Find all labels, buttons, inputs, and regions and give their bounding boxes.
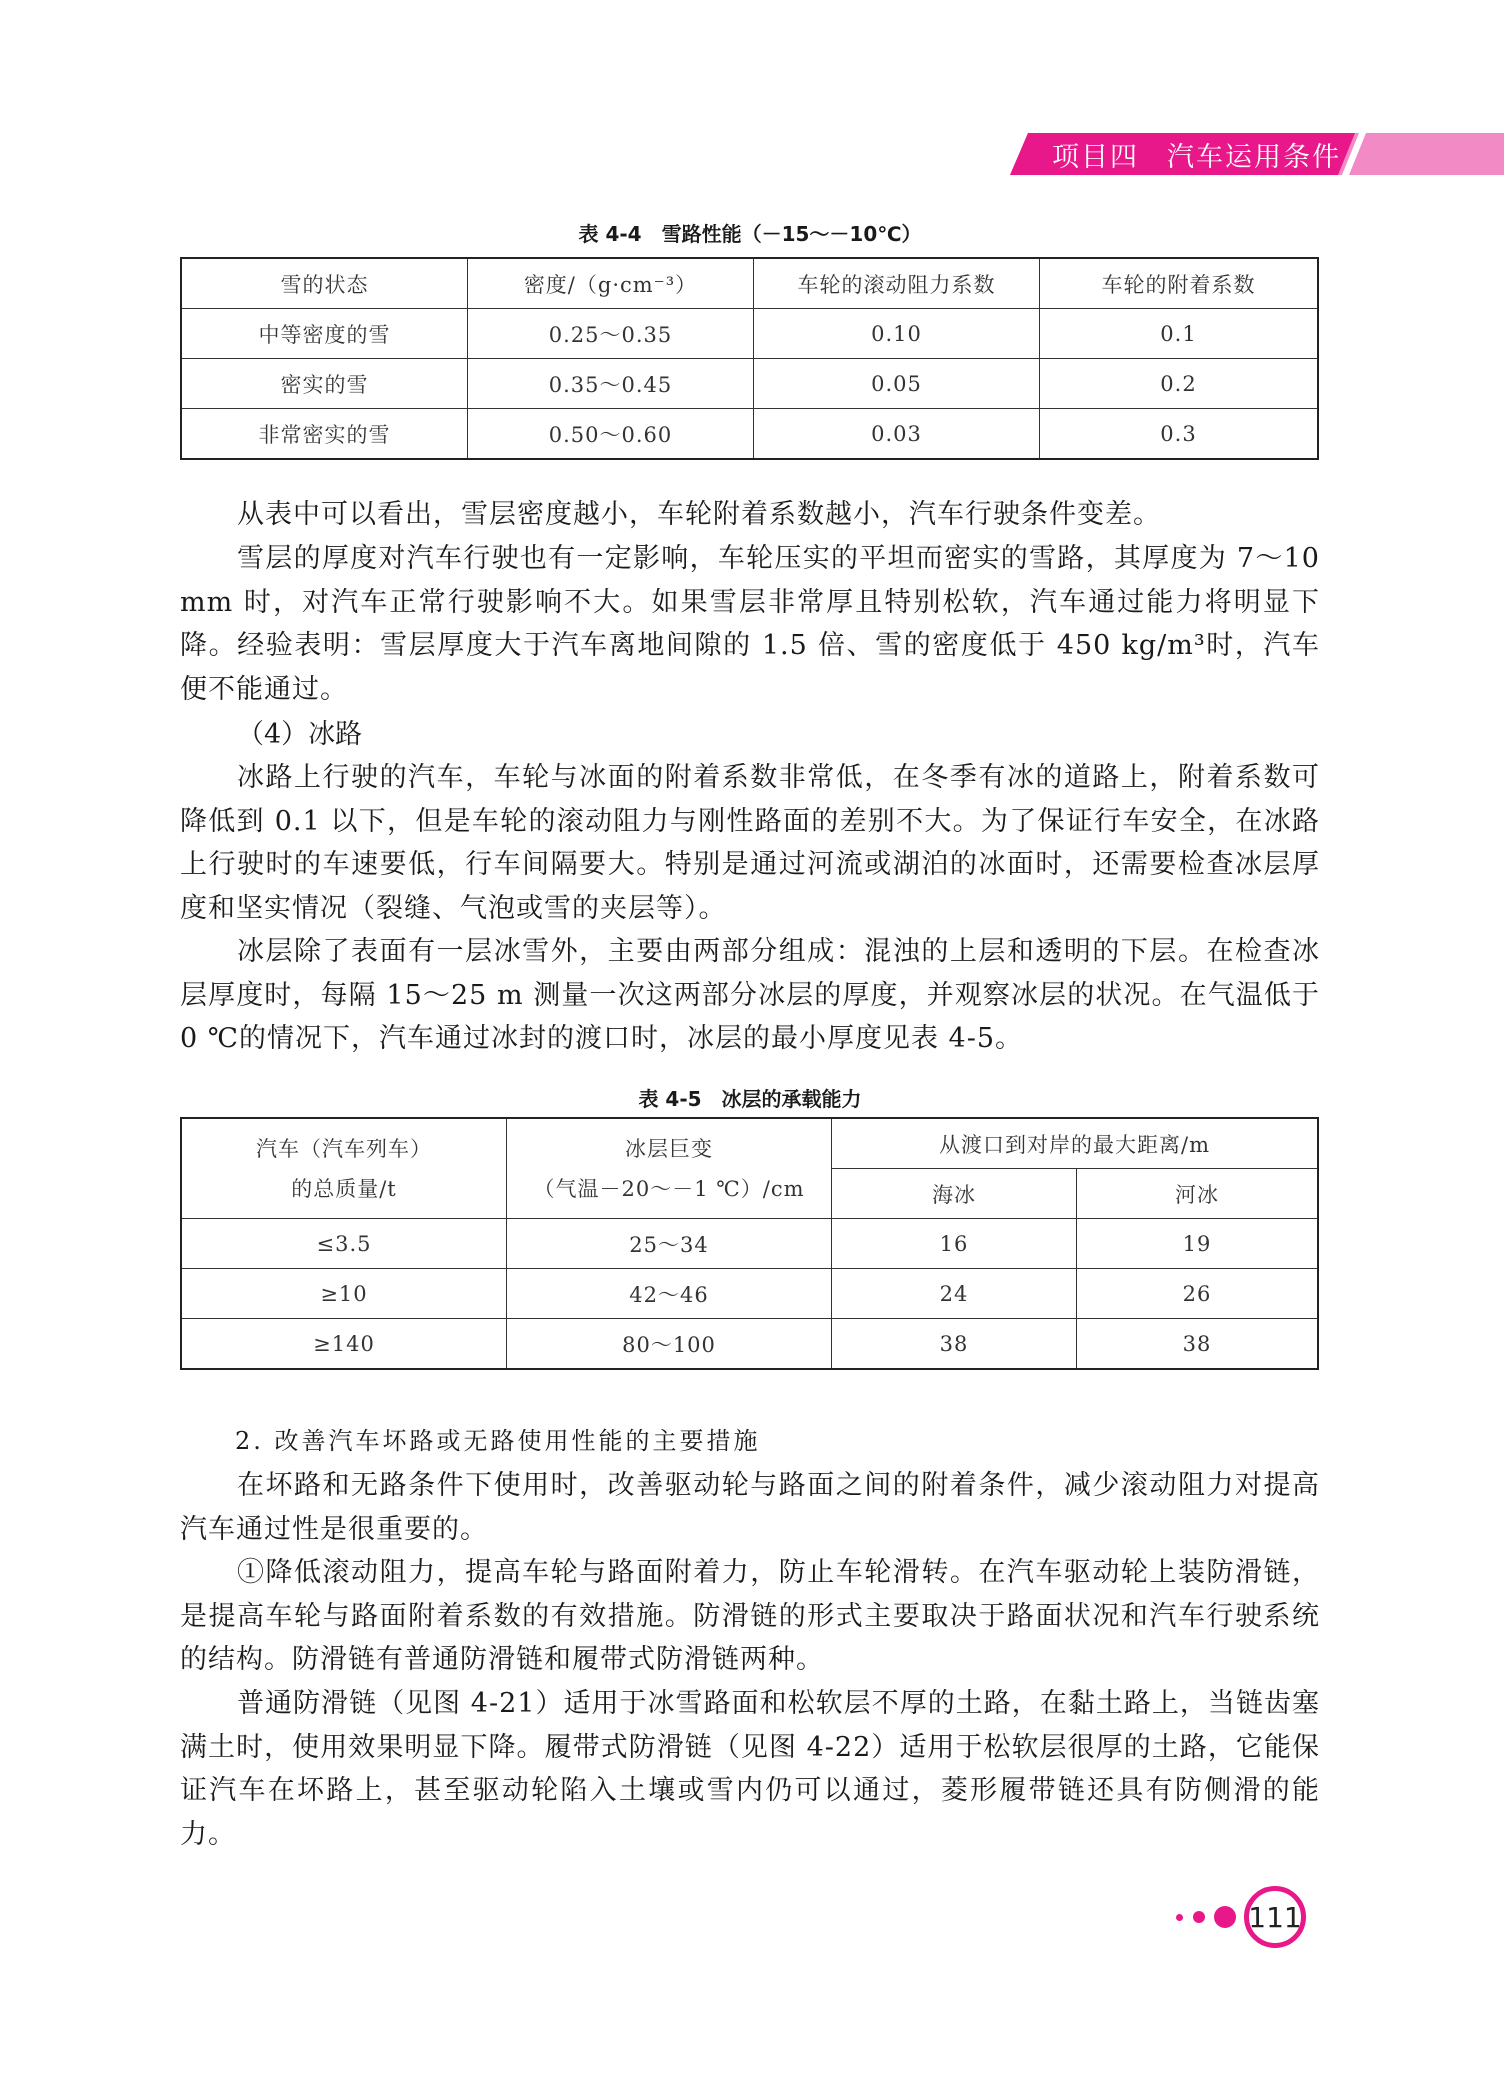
paragraph-measures-intro: 在坏路和无路条件下使用时，改善驱动轮与路面之间的附着条件，减少滚动阻力对提高汽车通过性是很重要的。 [180, 1470, 1320, 1545]
page-dot-medium [1193, 1911, 1205, 1923]
table-header-cell [507, 1118, 832, 1219]
table-cell: 0.35～0.45 [468, 359, 754, 409]
table-header-cell: 雪的状态 [181, 258, 468, 309]
table-cell: 0.10 [754, 309, 1040, 359]
table-header-row [181, 1118, 1318, 1169]
table-row [181, 1269, 1318, 1319]
table-header-row [181, 258, 1318, 309]
table-cell: 非常密实的雪 [181, 409, 468, 460]
table-cell: 24 [832, 1269, 1077, 1319]
chapter-label: 项目四 [1052, 142, 1139, 173]
table-row [181, 359, 1318, 409]
table-header-cell: 车轮的滚动阻力系数 [754, 258, 1040, 309]
table-cell: 0.50～0.60 [468, 409, 754, 460]
table-cell: ≥10 [181, 1269, 507, 1319]
paragraph-antiskid-chains: 普通防滑链（见图 4-21）适用于冰雪路面和松软层不厚的土路，在黏土路上，当链齿塞满土时，使用效果明显下降。履带式防滑链（见图 4-22）适用于松软层很厚的土路，它能保证汽车在坏路上，甚至驱动轮陷入土壤或雪内仍可以通过，菱形履带链还具有防侧滑的能力。 [180, 1688, 1320, 1850]
table-cell: ≥140 [181, 1319, 507, 1370]
paragraph-snow-thickness: 雪层的厚度对汽车行驶也有一定影响，车轮压实的平坦而密实的雪路，其厚度为 7～10 mm 时，对汽车正常行驶影响不大。如果雪层非常厚且特别松软，汽车通过能力将明显下降。经验表明：雪层厚度大于汽车离地间隙的 1.5 倍、雪的密度低于 450 kg/m³时，汽车便不能通过。 [180, 543, 1320, 705]
section-heading-ice-road: （4）冰路 [237, 719, 363, 750]
table-cell: 密实的雪 [181, 359, 468, 409]
table-cell: 0.3 [1040, 409, 1319, 460]
table-row [181, 1319, 1318, 1370]
table-header-cell: 密度/（g·cm⁻³） [468, 258, 754, 309]
table-cell: 16 [832, 1219, 1077, 1269]
paragraph-ice-road: 冰路上行驶的汽车，车轮与冰面的附着系数非常低，在冬季有冰的道路上，附着系数可降低到 0.1 以下，但是车轮的滚动阻力与刚性路面的差别不大。为了保证行车安全，在冰路上行驶时的车速要低，行车间隔要大。特别是通过河流或湖泊的冰面时，还需要检查冰层厚度和坚实情况（裂缝、气泡或雪的夹层等）。 [180, 762, 1320, 924]
paragraph-rolling-resistance: ①降低滚动阻力，提高车轮与路面附着力，防止车轮滑转。在汽车驱动轮上装防滑链，是提高车轮与路面附着系数的有效措施。防滑链的形式主要取决于路面状况和汽车行驶系统的结构。防滑链有普通防滑链和履带式防滑链两种。 [180, 1557, 1320, 1675]
table-header-cell: 从渡口到对岸的最大距离/m [832, 1118, 1319, 1169]
table-cell: 0.1 [1040, 309, 1319, 359]
table-header-cell: 车轮的附着系数 [1040, 258, 1319, 309]
table-row [181, 1219, 1318, 1269]
page-dot-large [1214, 1906, 1236, 1928]
section-heading-measures: 2. 改善汽车坏路或无路使用性能的主要措施 [235, 1427, 761, 1455]
table-cell: 0.03 [754, 409, 1040, 460]
table-row [181, 409, 1318, 460]
table-cell: 中等密度的雪 [181, 309, 468, 359]
header-line: 汽车（汽车列车） [256, 1136, 432, 1161]
table-cell: 80～100 [507, 1319, 832, 1370]
ice-capacity-table [180, 1117, 1319, 1370]
table-cell: 0.25～0.35 [468, 309, 754, 359]
header-line: 的总质量/t [291, 1176, 397, 1201]
table2-caption: 表 4-5 冰层的承载能力 [638, 1087, 862, 1111]
table-header-cell: 海冰 [832, 1169, 1077, 1219]
snow-road-table [180, 257, 1319, 460]
table-header-cell [181, 1118, 507, 1219]
table1-caption: 表 4-4 雪路性能（－15～－10℃） [578, 222, 922, 246]
table-header-cell: 河冰 [1077, 1169, 1319, 1219]
table-cell: 25～34 [507, 1219, 832, 1269]
table-cell: 38 [1077, 1319, 1319, 1370]
table-cell: 42～46 [507, 1269, 832, 1319]
paragraph-snow-density: 从表中可以看出，雪层密度越小，车轮附着系数越小，汽车行驶条件变差。 [237, 499, 1161, 530]
table-cell: 38 [832, 1319, 1077, 1370]
chapter-banner [1010, 133, 1504, 175]
chapter-title: 汽车运用条件 [1167, 142, 1341, 173]
table-cell: ≤3.5 [181, 1219, 507, 1269]
header-line: 冰层巨变 [625, 1136, 713, 1161]
table-row [181, 309, 1318, 359]
page-dot-small [1176, 1914, 1183, 1921]
paragraph-ice-layer: 冰层除了表面有一层冰雪外，主要由两部分组成：混浊的上层和透明的下层。在检查冰层厚度时，每隔 15～25 m 测量一次这两部分冰层的厚度，并观察冰层的状况。在气温低于 0 ℃的情况下，汽车通过冰封的渡口时，冰层的最小厚度见表 4-5。 [180, 936, 1320, 1054]
table-cell: 19 [1077, 1219, 1319, 1269]
table-cell: 0.05 [754, 359, 1040, 409]
header-line: （气温－20～－1 ℃）/cm [533, 1176, 805, 1201]
page-number: 111 [1244, 1886, 1306, 1948]
table-cell: 26 [1077, 1269, 1319, 1319]
banner-text [1052, 135, 1341, 174]
table-cell: 0.2 [1040, 359, 1319, 409]
